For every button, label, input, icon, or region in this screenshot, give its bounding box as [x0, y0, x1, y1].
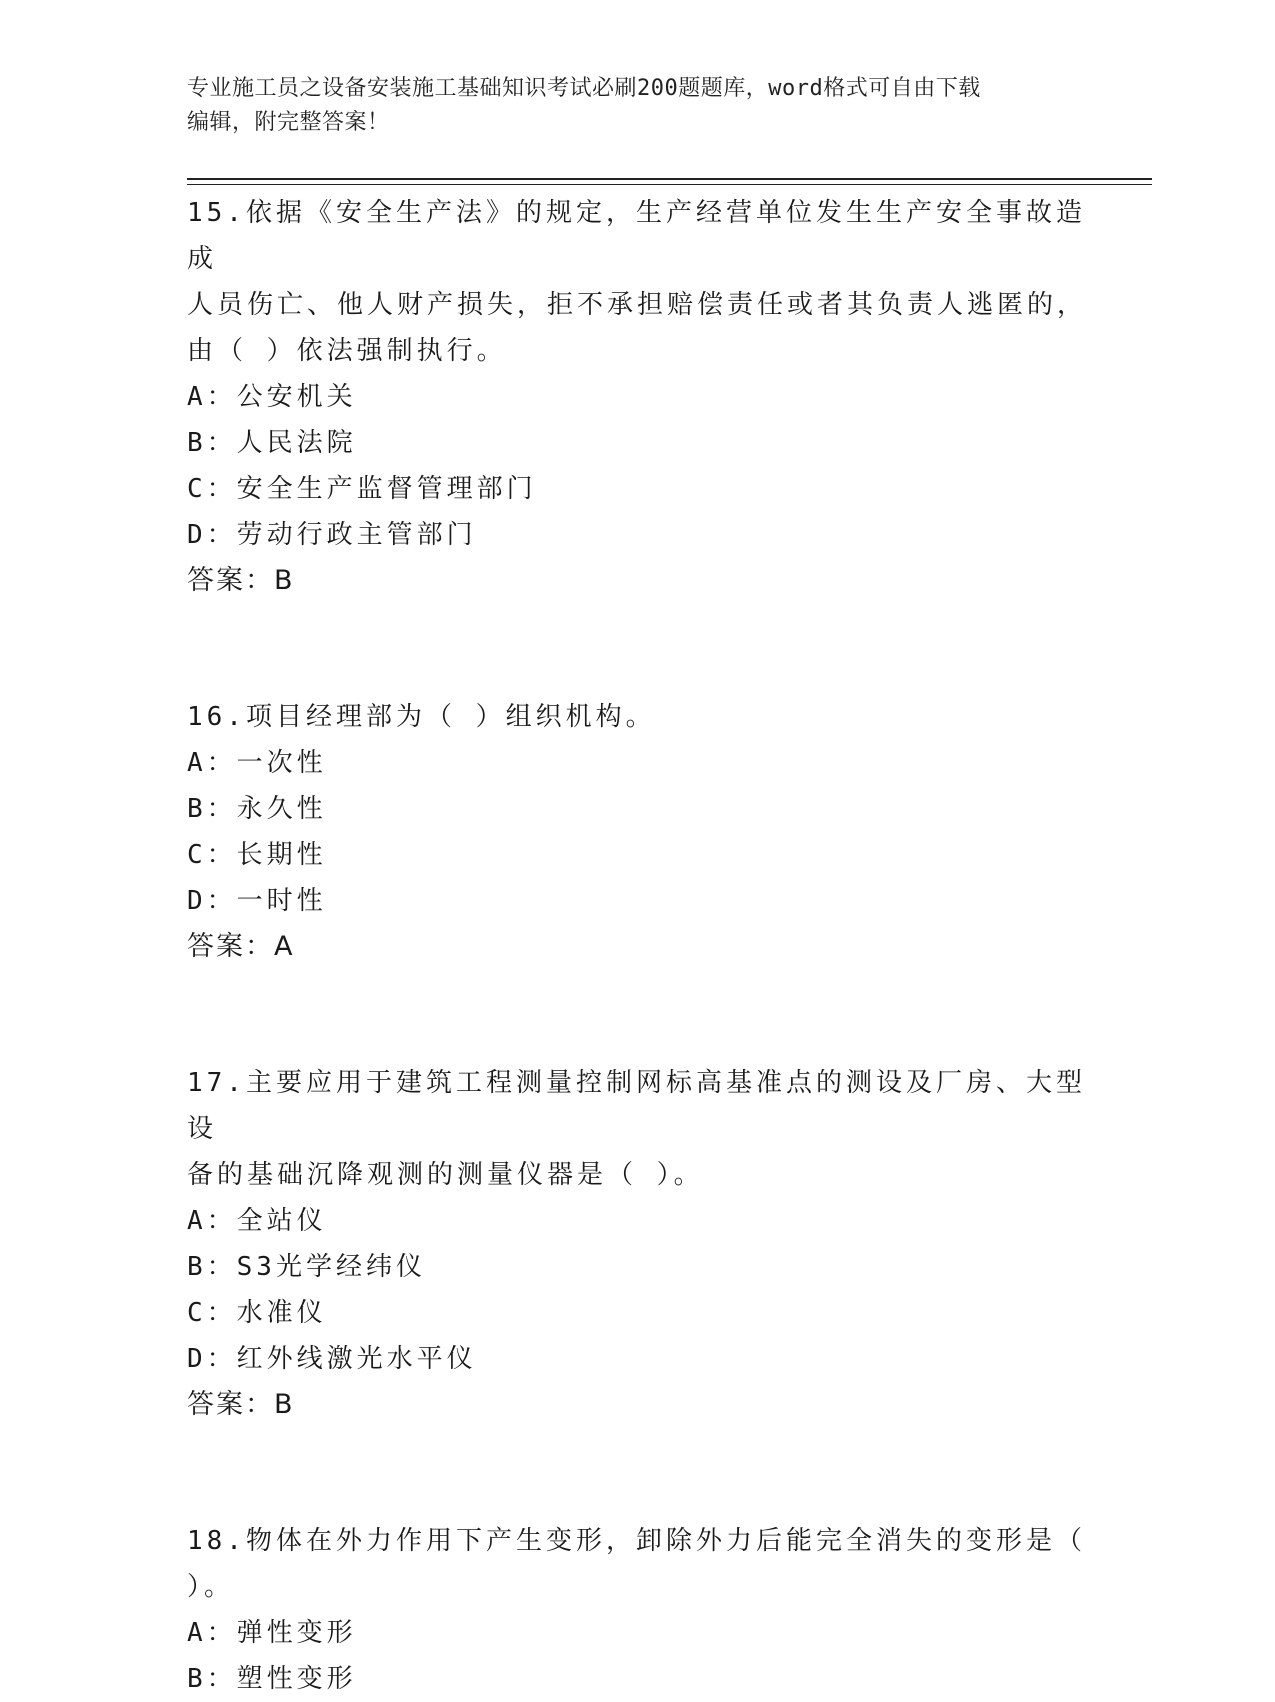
answer-line: 答案：B: [187, 565, 295, 596]
header-divider-thick: [187, 178, 1152, 180]
question-16: [187, 694, 1107, 970]
question-15: [187, 190, 1107, 604]
option-d: D：红外线激光水平仪: [187, 1344, 477, 1374]
document-header: [187, 72, 1087, 140]
question-text-line: 人员伤亡、他人财产损失，拒不承担赔偿责任或者其负责人逃匿的，: [187, 290, 1088, 320]
header-divider-thin: [187, 184, 1152, 185]
question-text-line: 由（ ）依法强制执行。: [187, 336, 507, 366]
question-text-line: 18.物体在外力作用下产生变形，卸除外力后能完全消失的变形是（: [187, 1526, 1086, 1556]
question-list: [187, 190, 1107, 1702]
option-b: B：塑性变形: [187, 1664, 357, 1694]
answer-line: 答案：A: [187, 931, 295, 962]
question-18: [187, 1518, 1107, 1702]
option-a: A：全站仪: [187, 1206, 327, 1236]
question-text-line: 备的基础沉降观测的测量仪器是（ ）。: [187, 1160, 704, 1190]
option-b: B：S3光学经纬仪: [187, 1252, 426, 1282]
option-c: C：长期性: [187, 840, 327, 870]
option-b: B：永久性: [187, 794, 327, 824]
header-title-line-1: 专业施工员之设备安装施工基础知识考试必刷200题题库，word格式可自由下载: [187, 76, 981, 101]
question-text-line: 17.主要应用于建筑工程测量控制网标高基准点的测设及厂房、大型设: [187, 1068, 1086, 1144]
question-spacer: [187, 604, 1107, 694]
option-c: C：安全生产监督管理部门: [187, 474, 537, 504]
question-spacer: [187, 970, 1107, 1060]
header-title-line-2: 编辑，附完整答案！: [187, 110, 390, 135]
option-a: A：弹性变形: [187, 1618, 357, 1648]
option-a: A：一次性: [187, 748, 327, 778]
option-c: C：水准仪: [187, 1298, 327, 1328]
question-spacer: [187, 1428, 1107, 1518]
option-d: D：一时性: [187, 886, 327, 916]
question-17: [187, 1060, 1107, 1428]
question-text-line: ）。: [187, 1572, 235, 1602]
option-d: D：劳动行政主管部门: [187, 520, 477, 550]
question-text-line: 16.项目经理部为（ ）组织机构。: [187, 702, 656, 732]
answer-line: 答案：B: [187, 1389, 295, 1420]
option-a: A：公安机关: [187, 382, 357, 412]
question-text-line: 15.依据《安全生产法》的规定，生产经营单位发生生产安全事故造成: [187, 198, 1086, 274]
option-b: B：人民法院: [187, 428, 357, 458]
